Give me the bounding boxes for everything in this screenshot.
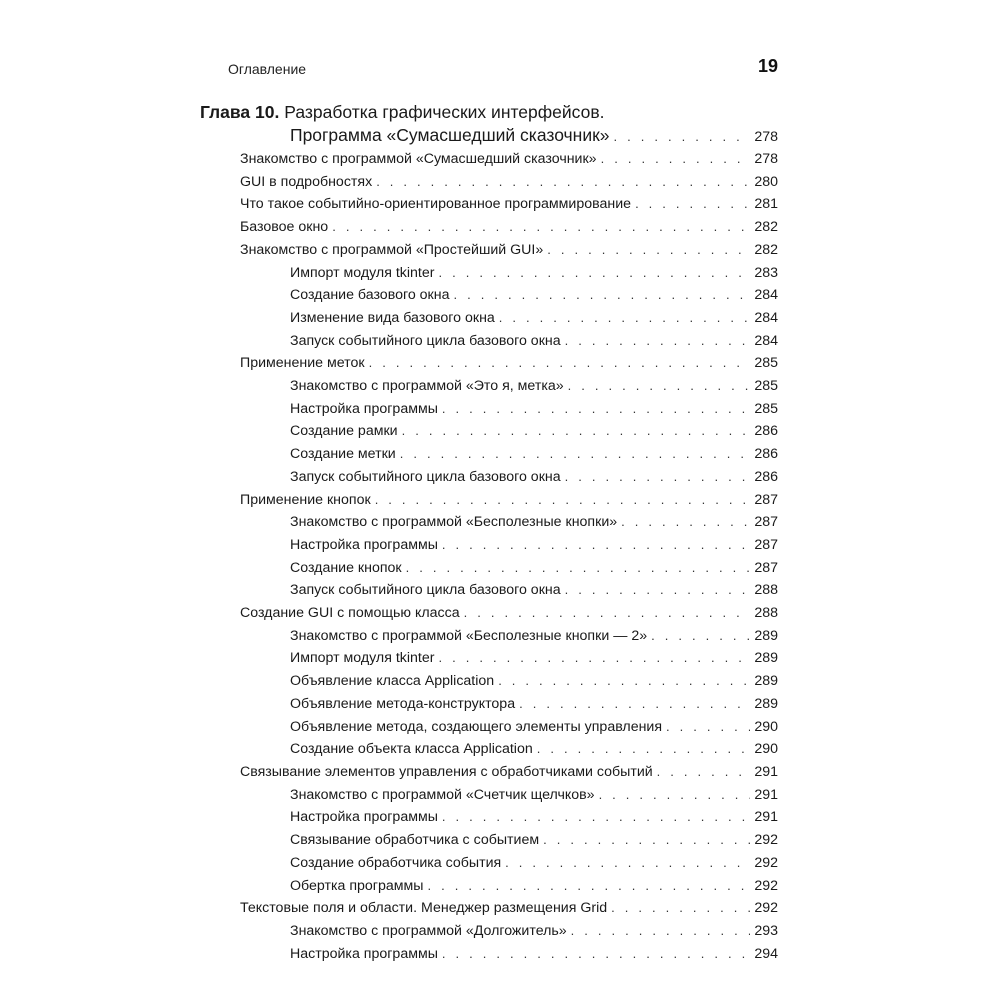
toc-entry <box>200 489 778 512</box>
toc-entry-title: Базовое окно <box>240 219 329 236</box>
toc-entry-title: Настройка программы <box>290 945 438 962</box>
toc-entry <box>200 262 778 285</box>
toc-entry <box>200 466 778 489</box>
chapter-title-line1: Разработка графических интерфейсов. <box>284 102 605 122</box>
dot-leader <box>369 352 751 374</box>
toc-entry-page: 289 <box>754 695 778 712</box>
dot-leader <box>565 579 751 601</box>
toc-entry-page: 285 <box>754 400 778 417</box>
toc-entry-page: 292 <box>754 877 778 894</box>
toc-entry-page: 291 <box>754 786 778 803</box>
dot-leader <box>651 625 750 647</box>
toc-entry <box>200 398 778 421</box>
toc-entry <box>200 738 778 761</box>
toc-entry-page: 286 <box>754 423 778 440</box>
toc-entry-title: Создание обработчика события <box>290 854 502 871</box>
toc-entry-title: Создание GUI с помощью класса <box>240 605 460 622</box>
dot-leader <box>571 920 751 942</box>
toc-entry-title: Настройка программы <box>290 536 438 553</box>
toc-entry-page: 292 <box>754 832 778 849</box>
dot-leader <box>537 738 751 760</box>
toc-entry-title: Настройка программы <box>290 400 438 417</box>
toc-entry-page: 287 <box>754 559 778 576</box>
toc-entry-page: 282 <box>754 241 778 258</box>
toc-entry <box>200 761 778 784</box>
toc-entry-page: 285 <box>754 355 778 372</box>
toc-list <box>200 148 778 965</box>
toc-entry-page: 287 <box>754 491 778 508</box>
toc-entry-title: Создание кнопок <box>290 559 402 576</box>
toc-entry <box>200 716 778 739</box>
toc-entry <box>200 602 778 625</box>
chapter-page: 278 <box>754 129 778 145</box>
toc-entry-page: 281 <box>754 196 778 213</box>
toc-entry-title: Знакомство с программой «Бесполезные кнопки» <box>290 514 618 531</box>
toc-entry-page: 287 <box>754 514 778 531</box>
toc-entry <box>200 557 778 580</box>
toc-entry-page: 284 <box>754 332 778 349</box>
toc-entry <box>200 579 778 602</box>
toc-entry-title: Связывание элементов управления с обработчиками событий <box>240 763 653 780</box>
toc-entry <box>200 239 778 262</box>
toc-entry-page: 291 <box>754 763 778 780</box>
toc-entry-title: Обертка программы <box>290 877 424 894</box>
toc-entry <box>200 806 778 829</box>
toc-entry <box>200 897 778 920</box>
toc-entry-page: 291 <box>754 809 778 826</box>
dot-leader <box>519 693 750 715</box>
toc-entry-page: 294 <box>754 945 778 962</box>
toc-entry-title: Создание рамки <box>290 423 398 440</box>
dot-leader <box>621 511 750 533</box>
toc-entry-page: 289 <box>754 627 778 644</box>
page-number: 19 <box>757 56 778 76</box>
dot-leader <box>464 602 751 624</box>
dot-leader <box>427 875 750 897</box>
toc-entry-title: Связывание обработчика с событием <box>290 832 540 849</box>
toc-entry-page: 288 <box>754 582 778 599</box>
toc-entry-title: Что такое событийно-ориентированное программирование <box>240 196 632 213</box>
toc-entry <box>200 534 778 557</box>
chapter-title-line2: Программа «Сумасшедший сказочник» <box>290 125 610 145</box>
dot-leader <box>438 262 750 284</box>
dot-leader <box>442 534 750 556</box>
toc-entry <box>200 693 778 716</box>
toc-entry <box>200 852 778 875</box>
toc-entry-title: Знакомство с программой «Сумасшедший сказочник» <box>240 151 597 167</box>
toc-entry <box>200 307 778 330</box>
toc-entry-title: Знакомство с программой «Бесполезные кнопки — 2» <box>290 627 648 644</box>
toc-entry-page: 280 <box>754 173 778 190</box>
dot-leader <box>601 148 751 170</box>
toc-entry <box>200 216 778 239</box>
toc-entry-title: Создание базового окна <box>290 287 450 304</box>
toc-entry <box>200 443 778 466</box>
toc-entry <box>200 171 778 194</box>
toc-entry-page: 293 <box>754 922 778 939</box>
dot-leader <box>442 943 750 965</box>
toc-entry-title: Запуск событийного цикла базового окна <box>290 332 561 349</box>
toc-entry <box>200 193 778 216</box>
chapter-number: Глава 10. <box>200 102 280 122</box>
toc-entry-page: 288 <box>754 605 778 622</box>
dot-leader <box>565 330 751 352</box>
toc-entry <box>200 875 778 898</box>
toc-entry <box>200 943 778 966</box>
toc-entry-title: Объявление класса Application <box>290 673 495 690</box>
toc-entry-title: Знакомство с программой «Счетчик щелчков» <box>290 786 595 803</box>
running-title: Оглавление <box>228 61 307 77</box>
toc-entry-title: Знакомство с программой «Это я, метка» <box>290 378 564 395</box>
dot-leader <box>438 647 750 669</box>
toc-entry-page: 287 <box>754 536 778 553</box>
dot-leader <box>543 829 750 851</box>
dot-leader <box>657 761 751 783</box>
toc-entry-title: Настройка программы <box>290 809 438 826</box>
dot-leader <box>611 897 750 919</box>
dot-leader <box>666 716 750 738</box>
toc-entry <box>200 375 778 398</box>
toc-entry <box>200 352 778 375</box>
toc-entry-page: 285 <box>754 378 778 395</box>
dot-leader <box>565 466 751 488</box>
toc-entry-page: 289 <box>754 673 778 690</box>
dot-leader <box>614 126 751 148</box>
dot-leader <box>332 216 750 238</box>
toc-entry <box>200 920 778 943</box>
toc-entry <box>200 330 778 353</box>
dot-leader <box>505 852 750 874</box>
toc-entry <box>200 829 778 852</box>
toc-entry-title: Знакомство с программой «Долгожитель» <box>290 922 567 939</box>
toc-entry-title: Создание объекта класса Application <box>290 741 533 758</box>
dot-leader <box>568 375 751 397</box>
toc-entry-page: 286 <box>754 468 778 485</box>
toc-entry-page: 290 <box>754 741 778 758</box>
dot-leader <box>635 193 750 215</box>
toc-entry <box>200 784 778 807</box>
toc-entry <box>200 284 778 307</box>
toc-entry-title: Текстовые поля и области. Менеджер размещения Grid <box>240 900 608 917</box>
dot-leader <box>375 489 751 511</box>
chapter-heading <box>200 100 778 124</box>
dot-leader <box>400 443 751 465</box>
toc-entry-page: 284 <box>754 287 778 304</box>
toc-entry <box>200 511 778 534</box>
toc-entry-page: 283 <box>754 264 778 281</box>
toc-entry <box>200 647 778 670</box>
toc-entry <box>200 420 778 443</box>
toc-entry <box>200 625 778 648</box>
chapter-block <box>200 100 778 965</box>
toc-entry-page: 282 <box>754 219 778 236</box>
toc-entry-title: Объявление метода, создающего элементы управления <box>290 718 663 735</box>
toc-entry <box>200 148 778 171</box>
dot-leader <box>499 307 751 329</box>
toc-entry-page: 286 <box>754 446 778 463</box>
toc-entry-title: Импорт модуля tkinter <box>290 650 435 667</box>
toc-entry-page: 292 <box>754 900 778 917</box>
toc-entry-page: 284 <box>754 309 778 326</box>
toc-entry <box>200 670 778 693</box>
toc-entry-page: 289 <box>754 650 778 667</box>
toc-entry-title: Знакомство с программой «Простейший GUI» <box>240 241 544 258</box>
dot-leader <box>402 420 751 442</box>
toc-entry-title: Создание метки <box>290 446 396 463</box>
toc-entry-page: 278 <box>754 151 778 167</box>
toc-entry-page: 290 <box>754 718 778 735</box>
dot-leader <box>442 398 750 420</box>
chapter-title-row <box>200 124 778 148</box>
dot-leader <box>442 806 750 828</box>
toc-entry-title: Запуск событийного цикла базового окна <box>290 468 561 485</box>
toc-entry-title: Импорт модуля tkinter <box>290 264 435 281</box>
toc-entry-title: Объявление метода-конструктора <box>290 695 516 712</box>
toc-entry-title: Применение кнопок <box>240 491 371 508</box>
toc-entry-page: 292 <box>754 854 778 871</box>
dot-leader <box>547 239 750 261</box>
toc-entry-title: Применение меток <box>240 355 365 372</box>
dot-leader <box>498 670 750 692</box>
dot-leader <box>376 171 750 193</box>
dot-leader <box>453 284 750 306</box>
toc-entry-title: Запуск событийного цикла базового окна <box>290 582 561 599</box>
toc-entry-title: Изменение вида базового окна <box>290 309 495 326</box>
toc-entry-title: GUI в подробностях <box>240 173 373 190</box>
dot-leader <box>599 784 751 806</box>
dot-leader <box>406 557 751 579</box>
